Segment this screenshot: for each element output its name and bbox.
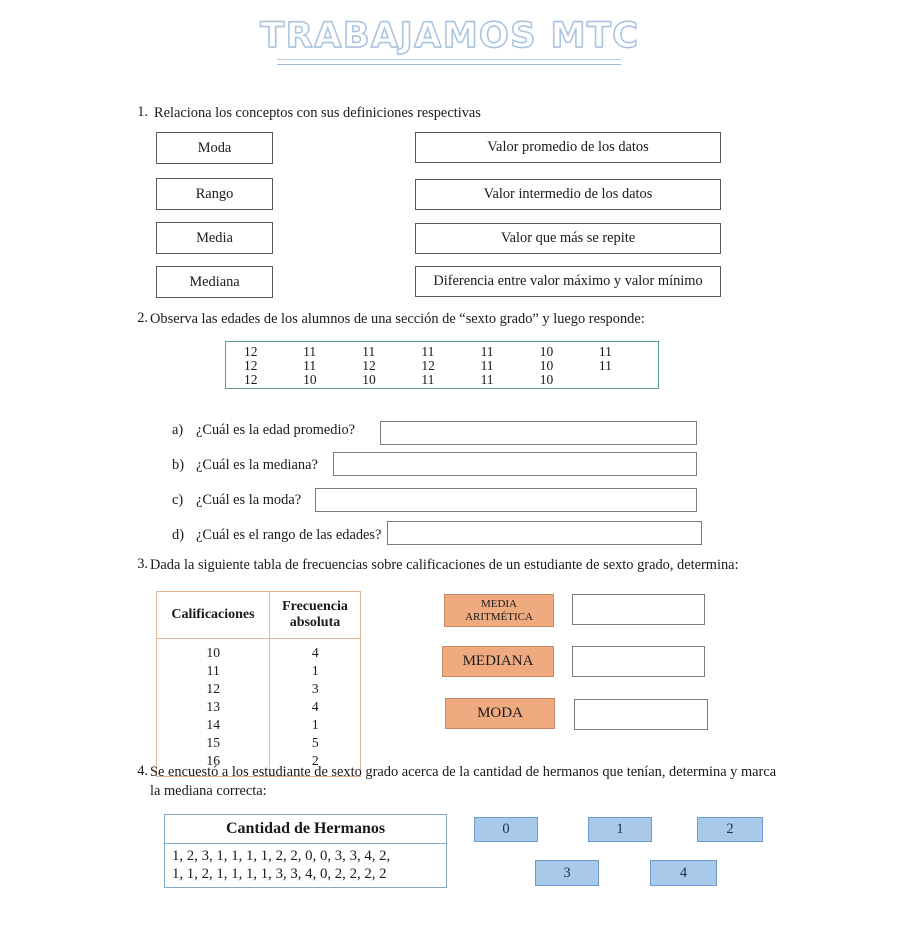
age-cell: 11 [598, 344, 612, 359]
frequency-table-body [157, 639, 360, 776]
page-title-text: TRABAJAMOS MTC [260, 16, 640, 56]
concept-box-mediana[interactable]: Mediana [156, 266, 273, 298]
frecuencias-column [270, 639, 360, 776]
table-row: 1 [311, 663, 319, 678]
age-cell: 12 [244, 358, 258, 373]
option-box-0[interactable]: 0 [474, 817, 538, 842]
age-cell: 11 [362, 344, 376, 359]
label-media-line1: MEDIA [480, 598, 518, 611]
subquestion-a-label: a) [172, 422, 184, 438]
answer-blank-c[interactable] [315, 488, 697, 512]
age-cell [599, 373, 658, 387]
table-row: 2 [311, 753, 319, 768]
table-row: 16 [206, 753, 221, 768]
definition-box-intermedio[interactable]: Valor intermedio de los datos [415, 179, 721, 210]
ages-row [226, 359, 658, 373]
ages-row [226, 373, 658, 387]
frequency-table-header [157, 592, 360, 639]
answer-blank-mediana[interactable] [572, 646, 705, 677]
table-row: 1 [311, 717, 319, 732]
answer-blank-media[interactable] [572, 594, 705, 625]
age-cell: 10 [539, 358, 554, 373]
concept-box-moda[interactable]: Moda [156, 132, 273, 164]
age-cell: 12 [421, 358, 435, 373]
table-row: 15 [206, 735, 221, 750]
concept-box-media[interactable]: Media [156, 222, 273, 254]
calificaciones-column [157, 639, 270, 776]
age-cell: 11 [480, 372, 494, 387]
option-box-4[interactable]: 4 [650, 860, 717, 886]
question-4-text-line2: la mediana correcta: [150, 783, 267, 799]
subquestion-b-label: b) [172, 457, 184, 473]
subquestion-a-text: ¿Cuál es la edad promedio? [196, 422, 356, 438]
ages-row [226, 345, 658, 359]
table-row: 12 [206, 681, 221, 696]
age-cell: 11 [480, 344, 494, 359]
column-header-frecuencia-line1: Frecuencia [282, 598, 348, 614]
hermanos-data-row1: 1, 2, 3, 1, 1, 1, 1, 2, 2, 0, 0, 3, 3, 4, 2, [172, 848, 391, 864]
label-media-aritmetica [444, 594, 554, 627]
table-row: 4 [311, 645, 319, 660]
question-2-number: 2. [137, 310, 148, 326]
table-row: 10 [206, 645, 221, 660]
hermanos-data-box [164, 814, 447, 888]
column-header-calificaciones: Calificaciones [157, 592, 270, 638]
label-media-line2: ARITMÉTICA [465, 610, 533, 623]
age-cell: 11 [421, 372, 435, 387]
column-header-frecuencia-line2: absoluta [289, 615, 341, 630]
age-cell: 10 [362, 372, 376, 387]
question-1-text: Relaciona los conceptos con sus definiciones respectivas [154, 105, 481, 121]
question-2-text: Observa las edades de los alumnos de una sección de “sexto grado” y luego responde: [150, 311, 645, 327]
definition-box-repite[interactable]: Valor que más se repite [415, 223, 721, 254]
age-cell: 10 [539, 344, 554, 359]
label-mediana: MEDIANA [442, 646, 554, 677]
hermanos-data [165, 844, 446, 887]
age-cell: 11 [480, 358, 494, 373]
subquestion-d-text: ¿Cuál es el rango de las edades? [196, 527, 382, 543]
age-cell: 10 [303, 372, 317, 387]
table-row: 5 [311, 735, 319, 750]
question-3-number: 3. [137, 556, 148, 572]
age-cell: 11 [303, 344, 317, 359]
question-1-number: 1. [137, 104, 148, 120]
answer-blank-moda[interactable] [574, 699, 708, 730]
label-moda: MODA [445, 698, 555, 729]
page-title [0, 18, 900, 55]
hermanos-title: Cantidad de Hermanos [165, 815, 446, 844]
answer-blank-a[interactable] [380, 421, 697, 445]
answer-blank-d[interactable] [387, 521, 702, 545]
subquestion-d-label: d) [172, 527, 184, 543]
column-header-frecuencia [270, 592, 360, 638]
title-underline [277, 59, 621, 65]
age-cell: 11 [303, 358, 317, 373]
age-cell: 10 [539, 372, 554, 387]
table-row: 13 [206, 699, 221, 714]
definition-box-promedio[interactable]: Valor promedio de los datos [415, 132, 721, 163]
question-3-text: Dada la siguiente tabla de frecuencias sobre calificaciones de un estudiante de sexto grado, determina: [150, 557, 739, 573]
frequency-table [156, 591, 361, 777]
age-cell: 11 [421, 344, 435, 359]
age-cell: 12 [244, 372, 258, 387]
table-row: 3 [311, 681, 319, 696]
age-cell: 12 [362, 358, 376, 373]
option-box-1[interactable]: 1 [588, 817, 652, 842]
table-row: 4 [311, 699, 319, 714]
table-row: 11 [206, 663, 220, 678]
option-box-3[interactable]: 3 [535, 860, 599, 886]
subquestion-c-text: ¿Cuál es la moda? [196, 492, 302, 508]
subquestion-b-text: ¿Cuál es la mediana? [196, 457, 318, 473]
answer-blank-b[interactable] [333, 452, 697, 476]
question-4-text-line1: Se encuestó a los estudiante de sexto grado acerca de la cantidad de hermanos que tenían, determina y marca [150, 764, 777, 780]
age-cell: 12 [244, 344, 258, 359]
question-4-number: 4. [137, 763, 148, 779]
concept-box-rango[interactable]: Rango [156, 178, 273, 210]
option-box-2[interactable]: 2 [697, 817, 763, 842]
age-cell: 11 [598, 358, 612, 373]
definition-box-diferencia[interactable]: Diferencia entre valor máximo y valor mínimo [415, 266, 721, 297]
subquestion-c-label: c) [172, 492, 184, 508]
hermanos-data-row2: 1, 1, 2, 1, 1, 1, 1, 3, 3, 4, 0, 2, 2, 2, 2 [172, 866, 387, 882]
ages-data-grid [225, 341, 659, 389]
table-row: 14 [206, 717, 221, 732]
